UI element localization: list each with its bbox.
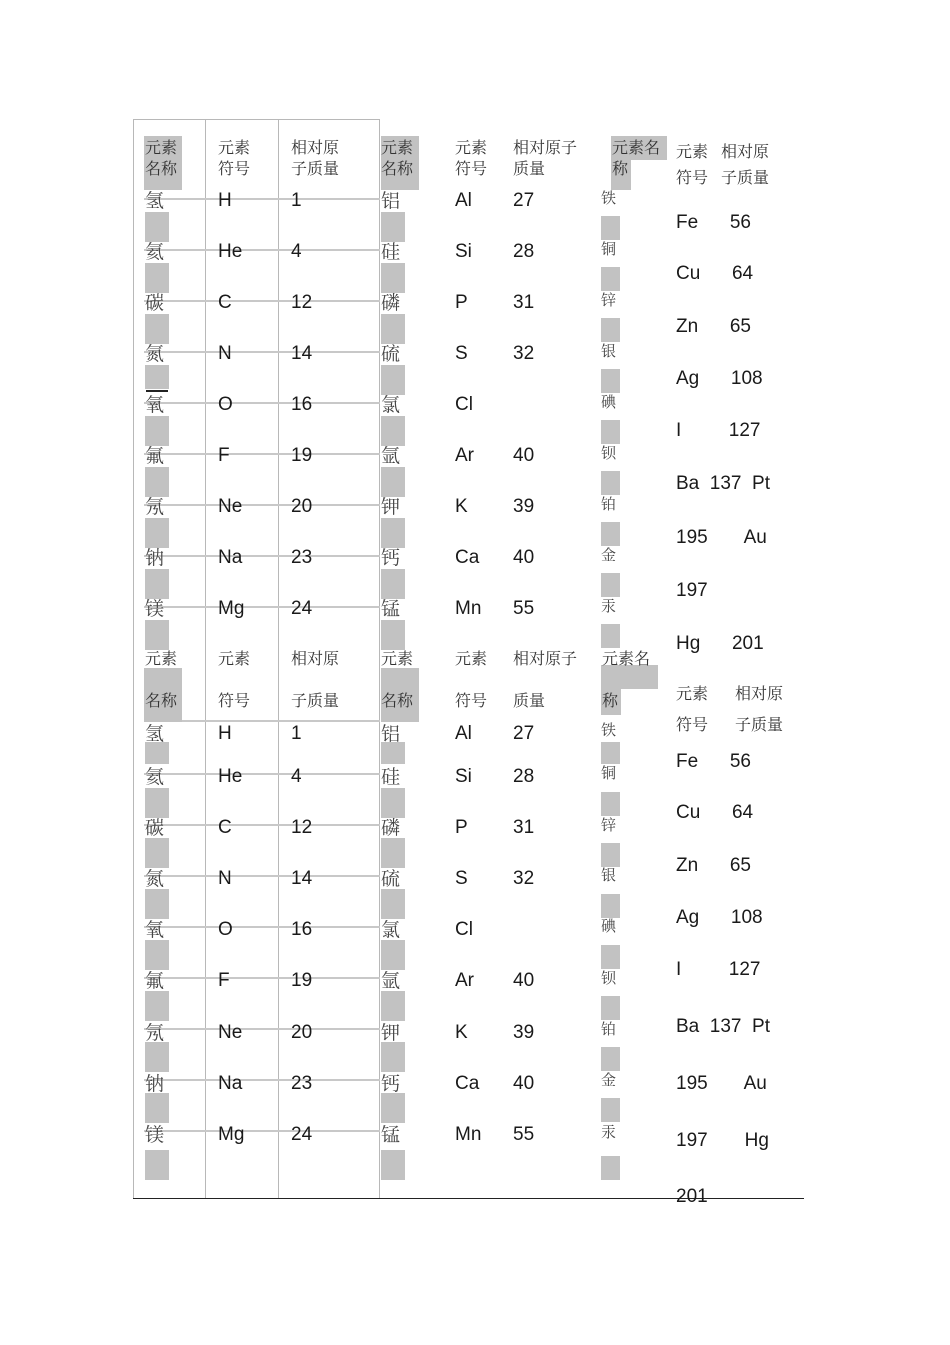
element-name: 氢 <box>145 723 165 745</box>
element-mass: 23 <box>291 1073 313 1094</box>
element-name: 金 <box>601 1071 617 1089</box>
element-name: 硫 <box>381 343 401 365</box>
header-mass-line2: 子质量 <box>721 168 770 187</box>
symbol-mass-line: Hg 201 <box>676 633 764 654</box>
row-rule <box>144 875 380 877</box>
element-name: 氩 <box>381 445 401 467</box>
element-symbol: P <box>455 817 468 838</box>
element-name: 氖 <box>145 496 165 518</box>
cell-highlight <box>381 991 405 1021</box>
element-symbol: Si <box>455 241 472 262</box>
cell-highlight <box>145 1093 169 1123</box>
element-mass: 12 <box>291 817 313 838</box>
element-name: 银 <box>601 342 617 360</box>
cell-highlight <box>601 573 620 597</box>
element-mass: 16 <box>291 394 313 415</box>
element-symbol: Ar <box>455 445 474 466</box>
element-symbol: C <box>218 292 232 313</box>
element-name: 硅 <box>381 241 401 263</box>
element-name: 钠 <box>145 547 165 569</box>
element-symbol: Cl <box>455 919 473 940</box>
cell-highlight <box>601 420 620 444</box>
element-name: 氮 <box>145 868 165 890</box>
cell-highlight <box>145 940 169 970</box>
symbol-mass-line: Ag 108 <box>676 368 763 389</box>
cell-highlight <box>381 838 405 868</box>
cell-highlight <box>601 843 620 867</box>
cell-highlight <box>381 263 405 293</box>
header-symbol-line1: 元素 <box>676 142 709 161</box>
element-symbol: H <box>218 190 232 211</box>
element-symbol: Ca <box>455 547 480 568</box>
cell-highlight <box>145 263 169 293</box>
element-name: 氯 <box>381 919 401 941</box>
row-rule <box>144 555 380 557</box>
symbol-mass-line: Cu 64 <box>676 263 754 284</box>
header-name-line2: 名称 <box>381 159 414 178</box>
element-name: 氩 <box>381 970 401 992</box>
header-symbol-line2: 符号 <box>218 159 251 178</box>
element-name: 硫 <box>381 868 401 890</box>
element-name: 镁 <box>145 1124 165 1146</box>
element-mass: 16 <box>291 919 313 940</box>
element-name: 铁 <box>601 189 617 207</box>
cell-highlight <box>145 620 169 650</box>
element-symbol: P <box>455 292 468 313</box>
symbol-mass-line: Ba 137 Pt <box>676 473 771 494</box>
cell-highlight <box>381 889 405 919</box>
header-mass-line1: 相对原子 <box>513 138 578 157</box>
element-mass: 20 <box>291 1022 313 1043</box>
cell-highlight <box>381 365 405 395</box>
element-mass: 55 <box>513 598 535 619</box>
element-name: 硅 <box>381 766 401 788</box>
cell-highlight <box>381 1150 405 1180</box>
cell-highlight <box>381 314 405 344</box>
row-rule <box>144 773 380 775</box>
cell-highlight <box>381 940 405 970</box>
element-name: 氧 <box>145 919 165 941</box>
element-mass: 27 <box>513 190 535 211</box>
cell-highlight <box>381 1093 405 1123</box>
table-col-divider-1 <box>205 119 206 1199</box>
element-name: 磷 <box>381 817 401 839</box>
symbol-mass-line: Ba 137 Pt <box>676 1016 771 1037</box>
header-mass-line2: 质量 <box>513 159 546 178</box>
element-name: 氟 <box>145 970 165 992</box>
element-symbol: H <box>218 723 232 744</box>
element-mass: 14 <box>291 868 313 889</box>
element-name: 锰 <box>381 1124 401 1146</box>
cell-highlight <box>381 518 405 548</box>
element-mass: 4 <box>291 766 302 787</box>
element-mass: 28 <box>513 241 535 262</box>
element-name: 汞 <box>601 1123 617 1141</box>
element-name: 锰 <box>381 598 401 620</box>
element-mass: 19 <box>291 970 313 991</box>
dark-dash <box>146 390 168 392</box>
symbol-mass-line: Fe 56 <box>676 751 751 772</box>
cell-highlight <box>381 788 405 818</box>
table-col-divider-2 <box>278 119 279 1199</box>
element-name: 氧 <box>145 394 165 416</box>
element-mass: 31 <box>513 817 535 838</box>
header-symbol-line1: 元素 <box>676 684 709 703</box>
element-name: 氟 <box>145 445 165 467</box>
element-name: 铂 <box>601 1020 617 1038</box>
cell-highlight <box>145 416 169 446</box>
header-name-line1: 元素名 <box>612 138 661 157</box>
symbol-mass-line: 195 Au <box>676 527 767 548</box>
cell-highlight <box>381 1042 405 1072</box>
element-name: 磷 <box>381 292 401 314</box>
header-mass-line2: 子质量 <box>735 715 784 734</box>
row-rule <box>144 300 380 302</box>
cell-highlight <box>381 212 405 242</box>
cell-highlight <box>381 467 405 497</box>
cell-highlight <box>145 788 169 818</box>
cell-highlight <box>145 1042 169 1072</box>
cell-highlight <box>601 216 620 240</box>
row-rule <box>144 198 380 200</box>
element-symbol: Mn <box>455 1124 482 1145</box>
element-mass: 4 <box>291 241 302 262</box>
element-name: 氢 <box>145 190 165 212</box>
element-symbol: N <box>218 343 232 364</box>
cell-highlight <box>381 569 405 599</box>
element-name: 钡 <box>601 969 617 987</box>
element-name: 氦 <box>145 766 165 788</box>
header-name-line1: 元素名 <box>602 649 651 668</box>
cell-highlight <box>601 945 620 969</box>
row-rule <box>144 453 380 455</box>
table-top-border <box>133 119 380 120</box>
header-symbol-line2: 符号 <box>218 691 251 710</box>
element-symbol: Ne <box>218 1022 243 1043</box>
cell-highlight <box>601 1047 620 1071</box>
element-mass: 28 <box>513 766 535 787</box>
header-name-line2: 称 <box>602 691 619 710</box>
header-symbol-line2: 符号 <box>676 168 709 187</box>
element-symbol: Si <box>455 766 472 787</box>
header-name-line2: 名称 <box>145 691 178 710</box>
cell-highlight <box>145 889 169 919</box>
symbol-mass-line: I 127 <box>676 959 761 980</box>
header-symbol-line2: 符号 <box>455 691 488 710</box>
element-symbol: Mn <box>455 598 482 619</box>
header-mass-line1: 相对原 <box>735 684 784 703</box>
header-mass-line2: 质量 <box>513 691 546 710</box>
cell-highlight <box>381 416 405 446</box>
element-symbol: Al <box>455 723 472 744</box>
row-rule <box>144 504 380 506</box>
row-rule <box>144 926 380 928</box>
cell-highlight <box>601 996 620 1020</box>
element-symbol: K <box>455 496 468 517</box>
cell-highlight <box>601 792 620 816</box>
element-symbol: F <box>218 970 230 991</box>
cell-highlight <box>601 1156 620 1180</box>
element-mass: 1 <box>291 723 302 744</box>
element-name: 铝 <box>381 190 401 212</box>
element-name: 金 <box>601 546 617 564</box>
element-mass: 40 <box>513 547 535 568</box>
element-name: 镁 <box>145 598 165 620</box>
cell-highlight <box>145 467 169 497</box>
symbol-mass-line: 201 <box>676 1186 708 1207</box>
cell-highlight <box>145 365 169 389</box>
element-name: 氮 <box>145 343 165 365</box>
element-symbol: O <box>218 919 233 940</box>
cell-highlight <box>601 318 620 342</box>
element-name: 铁 <box>601 721 617 739</box>
element-mass: 24 <box>291 598 313 619</box>
cell-highlight <box>145 838 169 868</box>
row-rule <box>144 1028 380 1030</box>
cell-highlight <box>145 569 169 599</box>
header-name-line1: 元素 <box>381 649 414 668</box>
symbol-mass-line: Cu 64 <box>676 802 754 823</box>
cell-highlight <box>145 212 169 242</box>
cell-highlight <box>381 620 405 650</box>
element-symbol: Mg <box>218 1124 245 1145</box>
symbol-mass-line: Fe 56 <box>676 212 751 233</box>
element-symbol: Al <box>455 190 472 211</box>
element-symbol: S <box>455 868 468 889</box>
element-mass: 32 <box>513 868 535 889</box>
cell-highlight <box>601 742 620 764</box>
element-mass: 40 <box>513 970 535 991</box>
cell-highlight <box>601 1098 620 1122</box>
element-mass: 40 <box>513 1073 535 1094</box>
row-rule <box>144 1079 380 1081</box>
header-name-line2: 名称 <box>145 159 178 178</box>
element-name: 碳 <box>145 817 165 839</box>
symbol-mass-line: Ag 108 <box>676 907 763 928</box>
cell-highlight <box>601 624 620 648</box>
symbol-mass-line: 197 Hg <box>676 1130 769 1151</box>
symbol-mass-line: Zn 65 <box>676 855 751 876</box>
element-mass: 31 <box>513 292 535 313</box>
cell-highlight <box>145 1150 169 1180</box>
header-mass-line1: 相对原子 <box>513 649 578 668</box>
element-symbol: Ca <box>455 1073 480 1094</box>
header-name-line1: 元素 <box>145 649 178 668</box>
cell-highlight <box>601 267 620 291</box>
header-mass-line2: 子质量 <box>291 691 340 710</box>
header-name-line1: 元素 <box>145 138 178 157</box>
element-name: 钡 <box>601 444 617 462</box>
element-mass: 14 <box>291 343 313 364</box>
element-symbol: Na <box>218 1073 243 1094</box>
cell-highlight <box>381 742 405 764</box>
header-symbol-line1: 元素 <box>455 138 488 157</box>
element-name: 锌 <box>601 291 617 309</box>
row-rule <box>144 402 380 404</box>
element-name: 锌 <box>601 816 617 834</box>
element-name: 铜 <box>601 764 617 782</box>
header-symbol-line1: 元素 <box>455 649 488 668</box>
element-mass: 19 <box>291 445 313 466</box>
table-col-divider-3 <box>379 119 380 1199</box>
element-mass: 20 <box>291 496 313 517</box>
element-name: 碳 <box>145 292 165 314</box>
element-name: 钾 <box>381 1022 401 1044</box>
header-name-line1: 元素 <box>381 138 414 157</box>
element-mass: 40 <box>513 445 535 466</box>
row-rule <box>144 351 380 353</box>
element-symbol: K <box>455 1022 468 1043</box>
element-mass: 27 <box>513 723 535 744</box>
element-name: 氯 <box>381 394 401 416</box>
symbol-mass-line: 197 <box>676 580 708 601</box>
element-mass: 39 <box>513 496 535 517</box>
element-name: 钙 <box>381 1073 401 1095</box>
header-mass-line2: 子质量 <box>291 159 340 178</box>
header-symbol-line1: 元素 <box>218 138 251 157</box>
element-mass: 12 <box>291 292 313 313</box>
symbol-mass-line: 195 Au <box>676 1073 767 1094</box>
row-rule <box>144 249 380 251</box>
header-mass-line1: 相对原 <box>291 138 340 157</box>
element-symbol: O <box>218 394 233 415</box>
header-symbol-line1: 元素 <box>218 649 251 668</box>
header-mass-line1: 相对原 <box>721 142 770 161</box>
element-symbol: Mg <box>218 598 245 619</box>
element-mass: 1 <box>291 190 302 211</box>
cell-highlight <box>145 314 169 344</box>
element-symbol: He <box>218 766 243 787</box>
element-symbol: N <box>218 868 232 889</box>
row-rule <box>144 824 380 826</box>
element-name: 碘 <box>601 393 617 411</box>
row-rule <box>144 977 380 979</box>
cell-highlight <box>145 742 169 764</box>
header-name-line2: 称 <box>612 159 629 178</box>
element-name: 铜 <box>601 240 617 258</box>
element-name: 铝 <box>381 723 401 745</box>
element-name: 银 <box>601 866 617 884</box>
element-name: 氖 <box>145 1022 165 1044</box>
element-name: 钾 <box>381 496 401 518</box>
header-name-line2: 名称 <box>381 691 414 710</box>
element-name: 氦 <box>145 241 165 263</box>
element-mass: 23 <box>291 547 313 568</box>
table-left-border <box>133 119 134 1199</box>
cell-highlight <box>145 991 169 1021</box>
element-mass: 39 <box>513 1022 535 1043</box>
header-mass-line1: 相对原 <box>291 649 340 668</box>
element-symbol: C <box>218 817 232 838</box>
element-symbol: Na <box>218 547 243 568</box>
cell-highlight <box>601 894 620 918</box>
element-mass: 24 <box>291 1124 313 1145</box>
element-name: 钙 <box>381 547 401 569</box>
row-rule <box>144 606 380 608</box>
header-symbol-line2: 符号 <box>455 159 488 178</box>
element-name: 铂 <box>601 495 617 513</box>
cell-highlight <box>601 471 620 495</box>
element-name: 碘 <box>601 917 617 935</box>
header-symbol-line2: 符号 <box>676 715 709 734</box>
element-mass: 32 <box>513 343 535 364</box>
element-symbol: Cl <box>455 394 473 415</box>
element-symbol: Ar <box>455 970 474 991</box>
symbol-mass-line: Zn 65 <box>676 316 751 337</box>
element-mass: 55 <box>513 1124 535 1145</box>
element-symbol: Ne <box>218 496 243 517</box>
cell-highlight <box>601 522 620 546</box>
row-rule <box>144 1130 380 1132</box>
element-symbol: S <box>455 343 468 364</box>
element-symbol: He <box>218 241 243 262</box>
element-symbol: F <box>218 445 230 466</box>
element-name: 汞 <box>601 597 617 615</box>
element-name: 钠 <box>145 1073 165 1095</box>
cell-highlight <box>601 369 620 393</box>
cell-highlight <box>145 518 169 548</box>
symbol-mass-line: I 127 <box>676 420 761 441</box>
